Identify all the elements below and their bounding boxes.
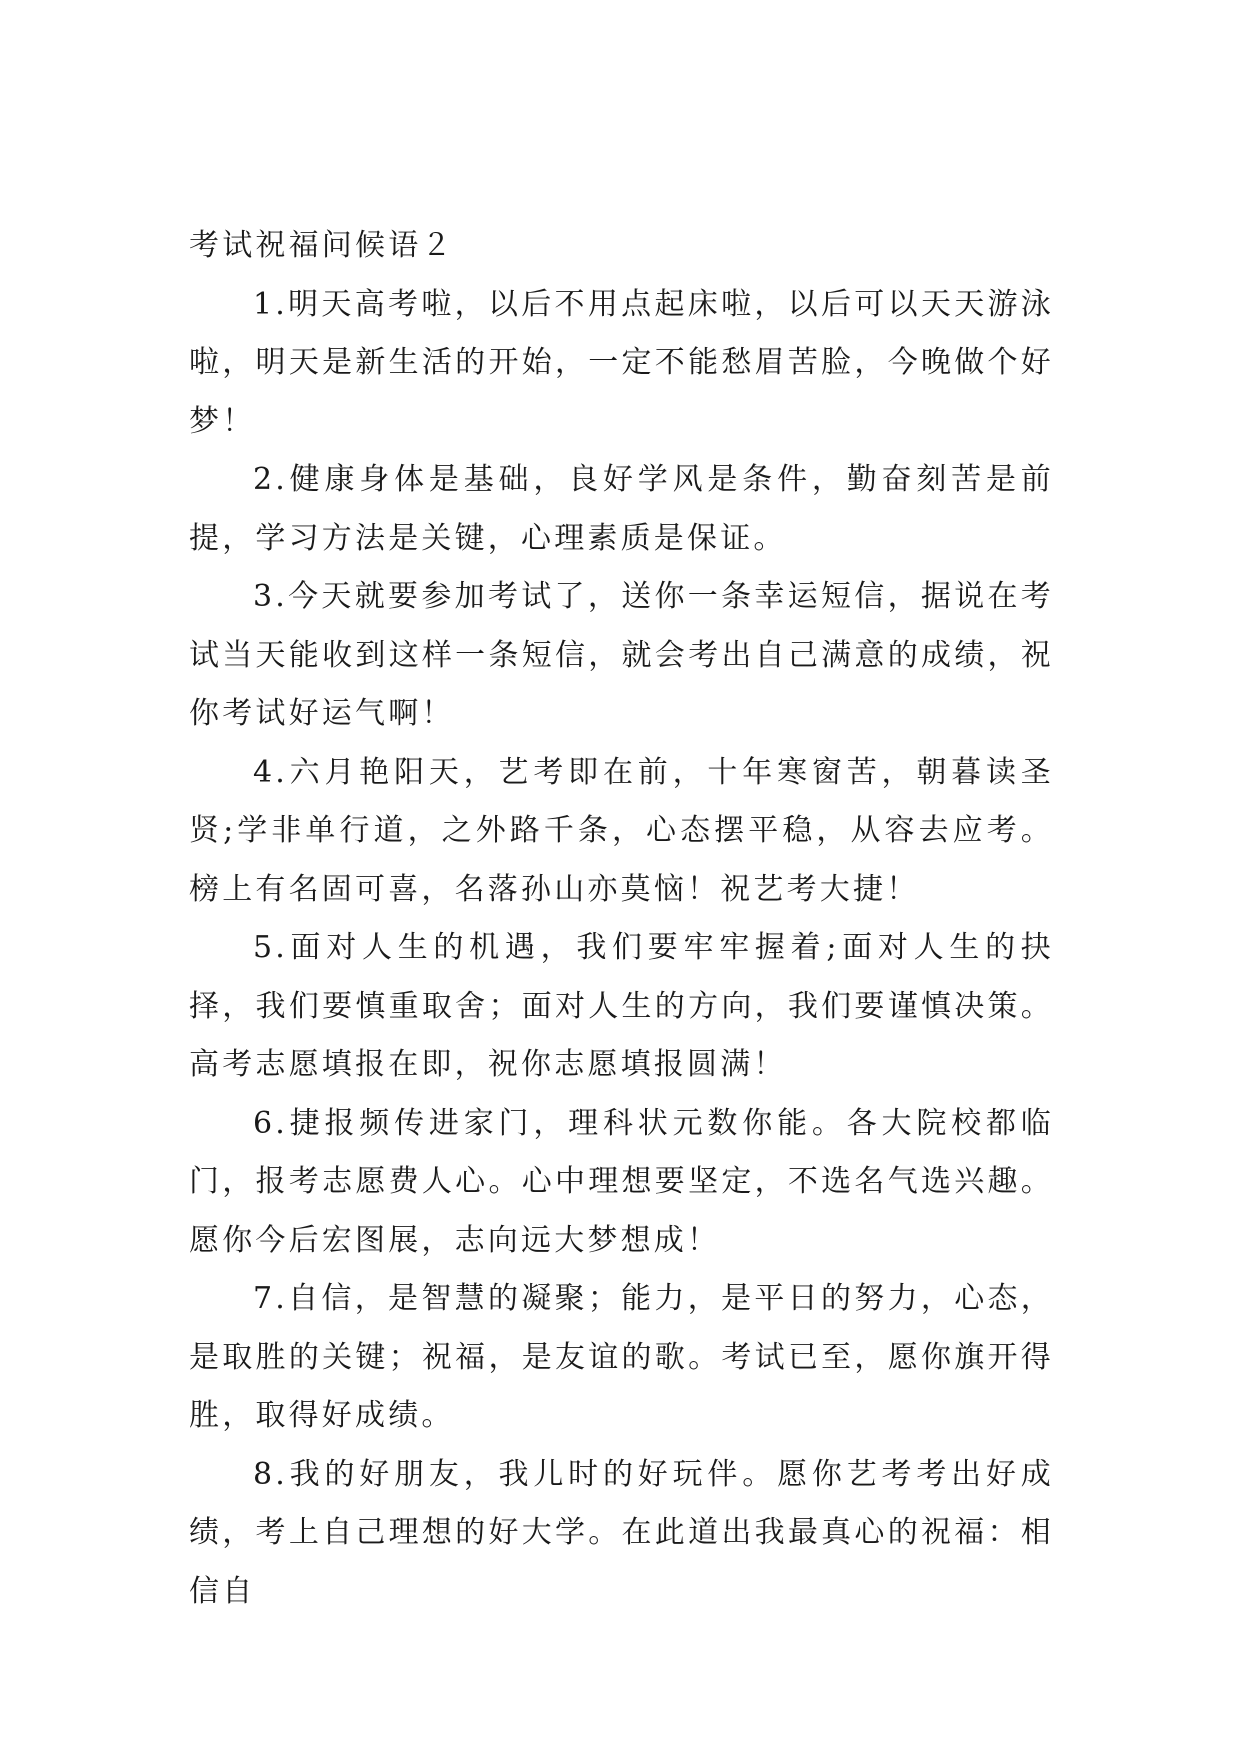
greeting-paragraph-3: 3.今天就要参加考试了，送你一条幸运短信，据说在考试当天能收到这样一条短信，就会考出自己满意的成绩，祝你考试好运气啊！ [189,579,1054,731]
greeting-paragraph-5: 5.面对人生的机遇，我们要牢牢握着;面对人生的抉择，我们要慎重取舍；面对人生的方向，我们要谨慎决策。高考志愿填报在即，祝你志愿填报圆满！ [189,930,1054,1082]
greeting-paragraph-1: 1.明天高考啦，以后不用点起床啦，以后可以天天游泳啦，明天是新生活的开始，一定不能愁眉苦脸，今晚做个好梦！ [189,286,1054,439]
greeting-paragraph-6: 6.捷报频传进家门，理科状元数你能。各大院校都临门，报考志愿费人心。心中理想要坚定，不选名气选兴趣。愿你今后宏图展，志向远大梦想成！ [189,1105,1054,1258]
greeting-paragraph-2: 2.健康身体是基础，良好学风是条件，勤奋刻苦是前提，学习方法是关键，心理素质是保证。 [189,462,1054,556]
document-body [189,217,1054,1621]
greeting-paragraph-8: 8.我的好朋友，我儿时的好玩伴。愿你艺考考出好成绩，考上自己理想的好大学。在此道出我最真心的祝福：相信自 [189,1456,1054,1609]
greeting-paragraph-4: 4.六月艳阳天，艺考即在前，十年寒窗苦，朝暮读圣贤;学非单行道，之外路千条，心态摆平稳，从容去应考。榜上有名固可喜，名落孙山亦莫恼！祝艺考大捷！ [189,754,1054,907]
document-title: 考试祝福问候语２ [189,228,455,263]
greeting-paragraph-7: 7.自信，是智慧的凝聚；能力，是平日的努力，心态，是取胜的关键；祝福，是友谊的歌。考试已至，愿你旗开得胜，取得好成绩。 [189,1281,1054,1433]
